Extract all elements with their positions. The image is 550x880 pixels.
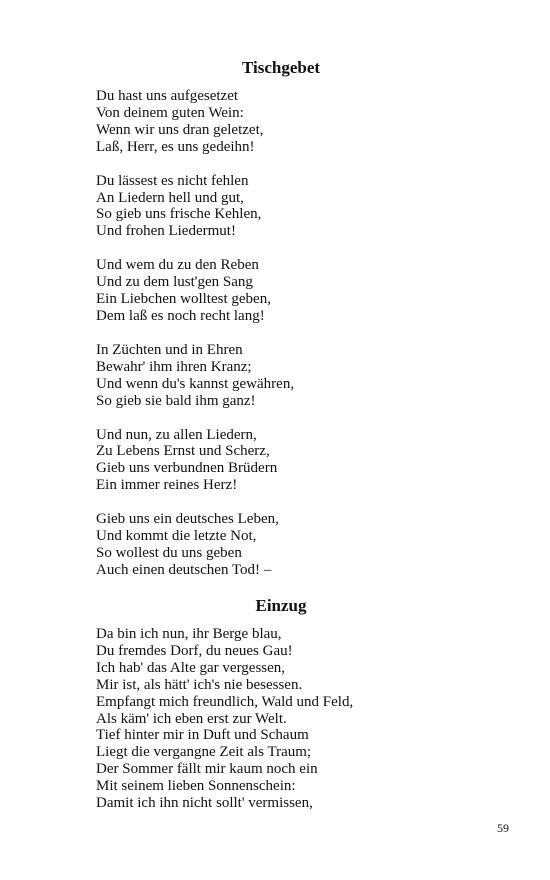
- verse-line: So gieb sie bald ihm ganz!: [96, 392, 256, 409]
- page-number: 59: [497, 821, 509, 835]
- verse-line: Liegt die vergangne Zeit als Traum;: [96, 744, 312, 761]
- stanza: [96, 626, 466, 812]
- verse-line: Zu Lebens Ernst und Scherz,: [96, 443, 270, 460]
- poem-title: Einzug: [255, 596, 307, 615]
- verse-line: Empfangt mich freundlich, Wald und Feld,: [96, 693, 354, 710]
- verse-line: Und wenn du's kannst gewähren,: [96, 375, 295, 392]
- verse-line: Mir ist, als hätt' ich's nie besessen.: [96, 676, 303, 693]
- verse-line: Von deinem guten Wein:: [96, 104, 244, 121]
- verse-line: So gieb uns frische Kehlen,: [96, 206, 262, 223]
- verse-line: In Züchten und in Ehren: [96, 341, 243, 358]
- verse-line: Und frohen Liedermut!: [96, 223, 236, 240]
- verse-line: Dem laß es noch recht lang!: [96, 307, 265, 324]
- verse-line: Ein immer reines Herz!: [96, 477, 238, 494]
- stanza: [96, 257, 466, 325]
- verse-line: Mit seinem lieben Sonnenschein:: [96, 778, 296, 795]
- verse-line: An Liedern hell und gut,: [96, 189, 244, 206]
- verse-line: Und kommt die letzte Not,: [96, 528, 257, 545]
- verse-line: Bewahr' ihm ihren Kranz;: [96, 358, 252, 375]
- stanza: [96, 173, 466, 241]
- verse-line: Als käm' ich eben erst zur Welt.: [96, 710, 287, 727]
- poem-einzug: [96, 596, 466, 829]
- verse-line: Du fremdes Dorf, du neues Gau!: [96, 642, 293, 659]
- verse-line: Da bin ich nun, ihr Berge blau,: [96, 626, 282, 642]
- verse-line: Der Sommer fällt mir kaum noch ein: [96, 761, 318, 778]
- stanza: [96, 427, 466, 495]
- verse-line: Und nun, zu allen Liedern,: [96, 426, 257, 443]
- verse-line: Ich hab' das Alte gar vergessen,: [96, 659, 286, 676]
- verse-line: Und wem du zu den Reben: [96, 257, 259, 274]
- verse-line: Gieb uns verbundnen Brüdern: [96, 460, 278, 477]
- verse-line: Und zu dem lust'gen Sang: [96, 274, 253, 291]
- verse-line: Laß, Herr, es uns gedeihn!: [96, 138, 255, 155]
- stanza: [96, 511, 466, 579]
- verse-line: Ein Liebchen wolltest geben,: [96, 291, 271, 308]
- stanza: [96, 88, 466, 156]
- verse-line: Du lässest es nicht fehlen: [96, 172, 249, 189]
- verse-line: Gieb uns ein deutsches Leben,: [96, 511, 279, 528]
- verse-line: Auch einen deutschen Tod! –: [96, 561, 272, 578]
- stanza: [96, 342, 466, 410]
- verse-line: So wollest du uns geben: [96, 544, 242, 561]
- verse-line: Tief hinter mir in Duft und Schaum: [96, 727, 309, 744]
- verse-line: Damit ich ihn nicht sollt' vermissen,: [96, 795, 313, 812]
- verse-line: Du hast uns aufgesetzet: [96, 88, 239, 104]
- poem-title: Tischgebet: [241, 58, 321, 77]
- poem-tischgebet: [96, 58, 466, 596]
- verse-line: Wenn wir uns dran geletzet,: [96, 121, 264, 138]
